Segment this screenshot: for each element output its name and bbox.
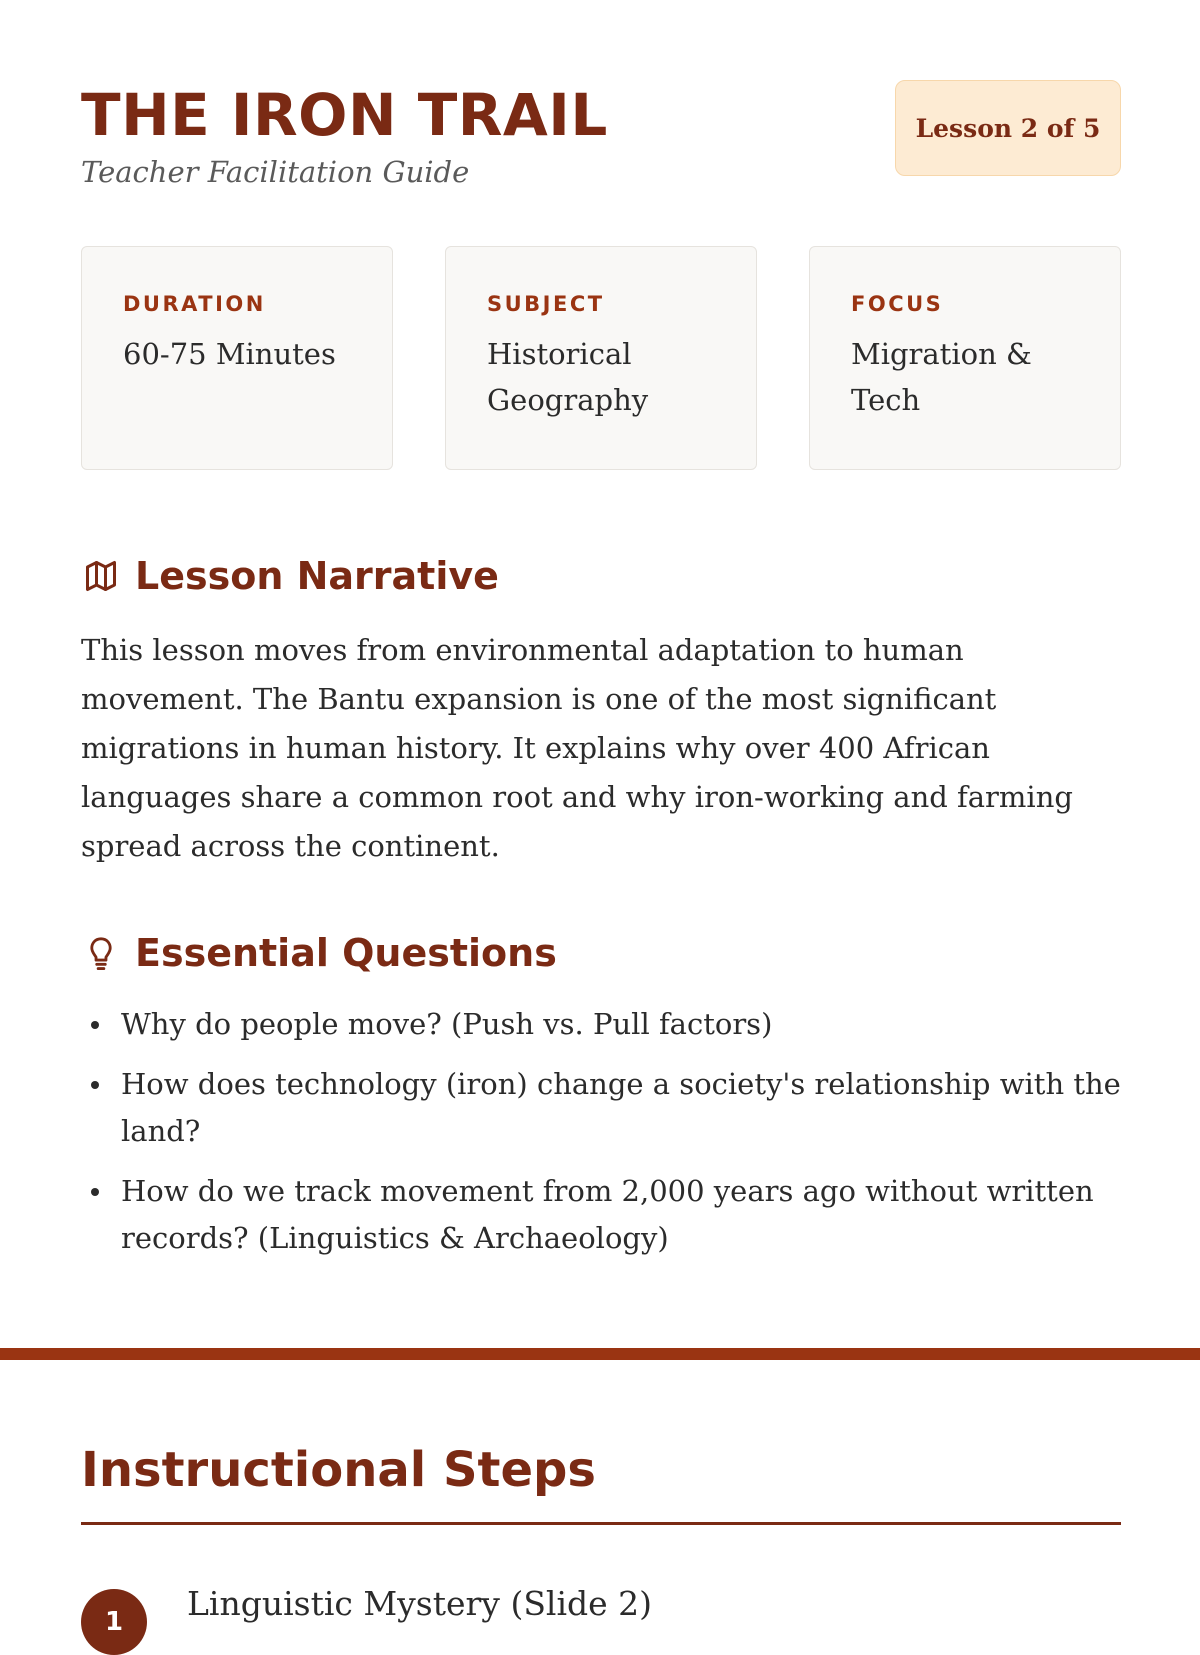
- focus-card: [809, 246, 1121, 470]
- questions-list: [81, 1001, 1121, 1262]
- section-divider: [0, 1348, 1200, 1360]
- document-subtitle: Teacher Facilitation Guide: [81, 155, 470, 189]
- lesson-narrative-section: [81, 548, 1121, 871]
- document-title: THE IRON TRAIL: [81, 81, 608, 149]
- card-label: DURATION: [123, 292, 266, 316]
- step-title: Linguistic Mystery (Slide 2): [187, 1584, 653, 1623]
- card-label: SUBJECT: [487, 292, 605, 316]
- list-item: Why do people move? (Push vs. Pull factors): [121, 1001, 1121, 1048]
- step-row: [81, 1579, 1121, 1639]
- narrative-body: This lesson moves from environmental adaptation to human movement. The Bantu expansion is one of the most significant migrations in human history. It explains why over 400 African languages share a common root and why iron-working and farming spread across the continent.: [81, 633, 1073, 863]
- header: [81, 80, 1121, 200]
- info-cards: [81, 246, 1121, 470]
- section-heading: [81, 925, 1121, 981]
- section-title: Essential Questions: [135, 931, 557, 975]
- section-title: Instructional Steps: [81, 1442, 596, 1498]
- list-item: How do we track movement from 2,000 years ago without written records? (Linguistics & Archaeology): [121, 1168, 1121, 1262]
- lesson-progress-badge: Lesson 2 of 5: [895, 80, 1121, 176]
- card-label: FOCUS: [851, 292, 944, 316]
- step-number-badge: 1: [81, 1589, 147, 1655]
- subject-card: [445, 246, 757, 470]
- list-item: How does technology (iron) change a society's relationship with the land?: [121, 1061, 1121, 1155]
- card-value: Migration & Tech: [851, 337, 1032, 417]
- duration-card: [81, 246, 393, 470]
- section-heading: [81, 548, 1121, 604]
- lightbulb-icon: [81, 933, 121, 973]
- essential-questions-section: [81, 925, 1121, 1275]
- card-value: Historical Geography: [487, 337, 649, 417]
- section-title: Lesson Narrative: [135, 554, 499, 598]
- card-value: 60-75 Minutes: [123, 337, 336, 371]
- heading-rule: [81, 1522, 1121, 1525]
- instructional-steps-section: [81, 1435, 1121, 1639]
- map-icon: [81, 556, 121, 596]
